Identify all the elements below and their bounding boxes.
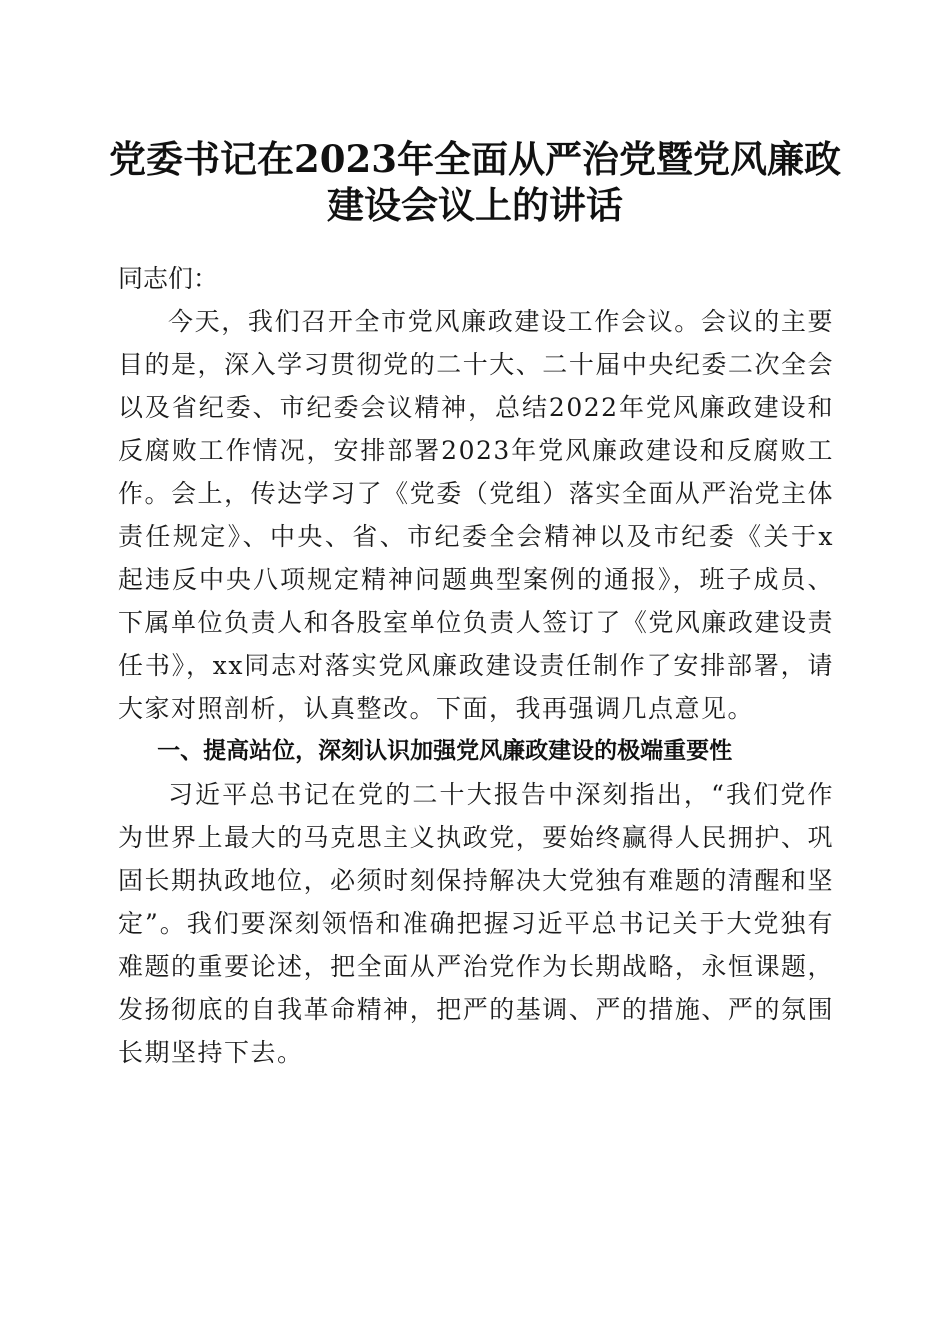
paragraph-1: 今天，我们召开全市党风廉政建设工作会议。会议的主要目的是，深入学习贯彻党的二十大、二十届中央纪委二次全会以及省纪委、市纪委会议精神，总结2022年党风廉政建设和反腐败工作情况，安排部署2023年党风廉政建设和反腐败工作。会上，传达学习了《党委（党组）落实全面从严治党主体责任规定》、中央、省、市纪委全会精神以及市纪委《关于x起违反中央八项规定精神问题典型案例的通报》，班子成员、下属单位负责人和各股室单位负责人签订了《党风廉政建设责任书》，xx同志对落实党风廉政建设责任制作了安排部署，请大家对照剖析，认真整改。下面，我再强调几点意见。	[118, 307, 834, 723]
document-title	[100, 136, 850, 228]
paragraph-2: 习近平总书记在党的二十大报告中深刻指出，“我们党作为世界上最大的马克思主义执政党，要始终赢得人民拥护、巩固长期执政地位，必须时刻保持解决大党独有难题的清醒和坚定”。我们要深刻领悟和准确把握习近平总书记关于大党独有难题的重要论述，把全面从严治党作为长期战略，永恒课题，发扬彻底的自我革命精神，把严的基调、严的措施、严的氛围长期坚持下去。	[118, 780, 834, 1067]
salutation: 同志们：	[118, 264, 219, 293]
title-line-2: 建设会议上的讲话	[327, 183, 623, 227]
section-heading-1: 一、提高站位，深刻认识加强党风廉政建设的极端重要性	[157, 738, 733, 764]
title-line-1: 党委书记在2023年全面从严治党暨党风廉政	[109, 137, 841, 181]
document-body	[118, 257, 834, 1074]
